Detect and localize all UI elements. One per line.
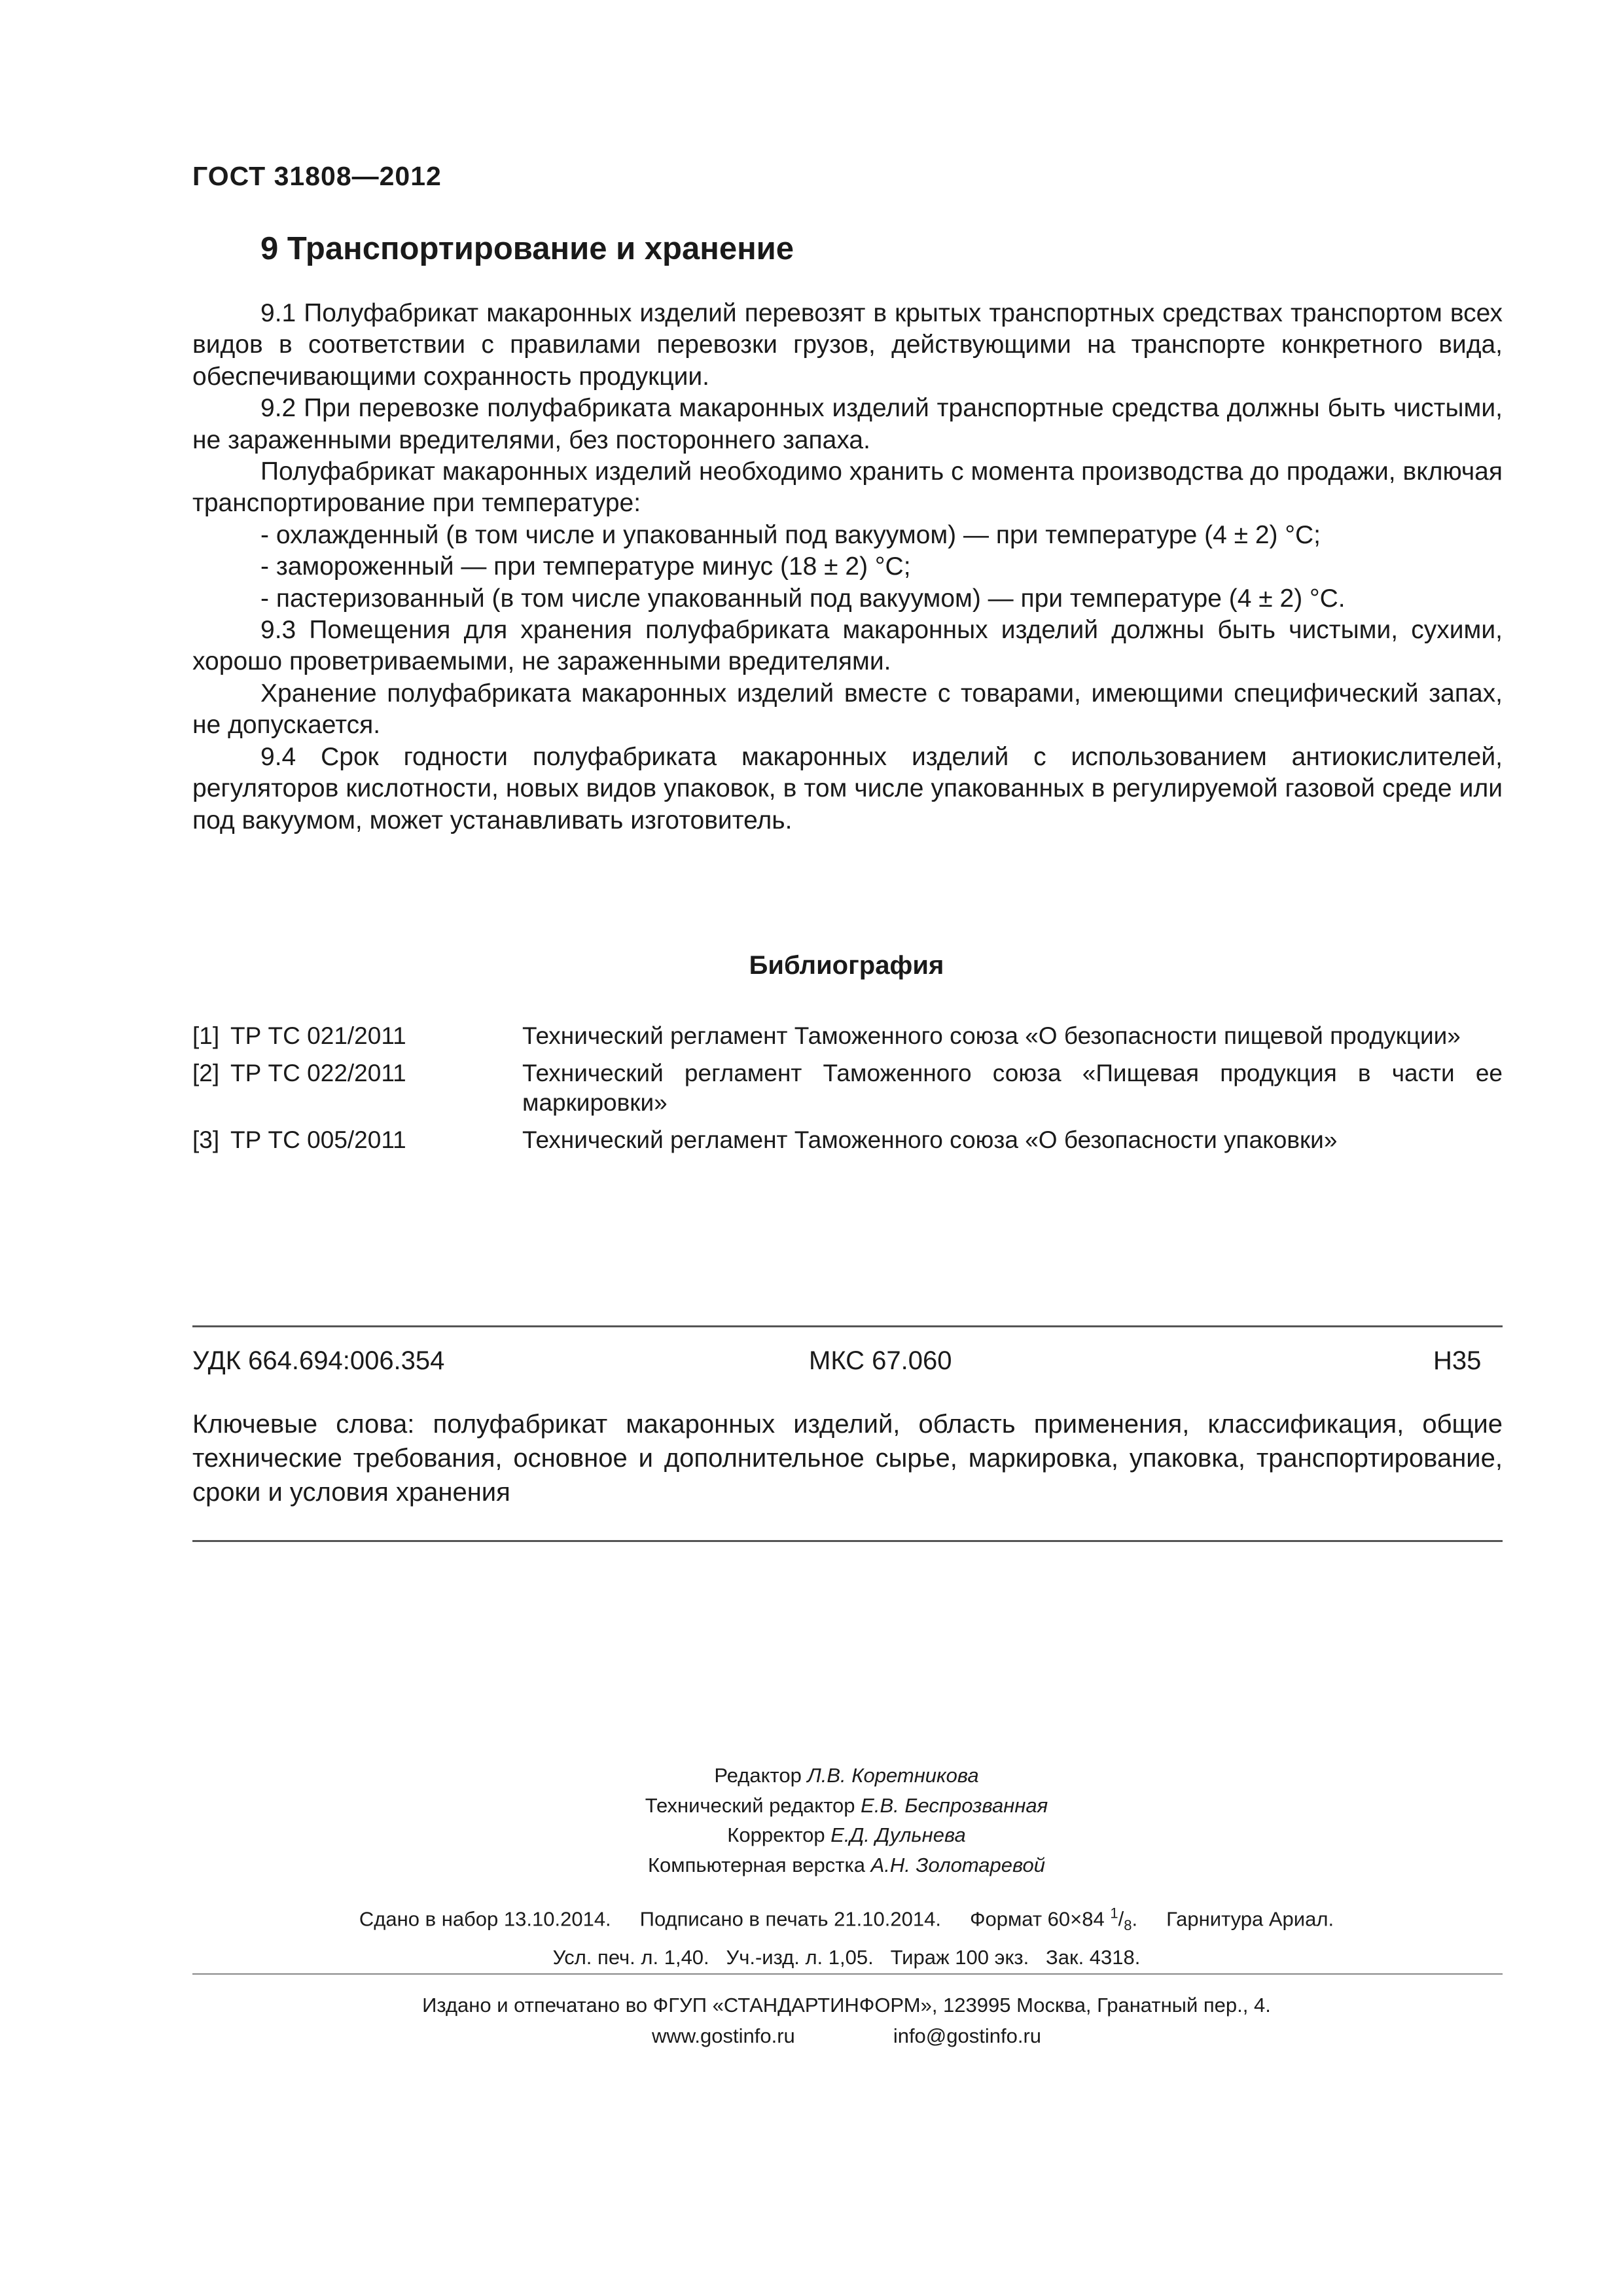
credit-name: А.Н. Золотаревой xyxy=(870,1853,1046,1876)
section-paragraph: - охлажденный (в том числе и упакованный под вакуумом) — при температуре (4 ± 2) °C; xyxy=(260,520,1321,549)
bibliography-entry-code: ТР ТС 005/2011 xyxy=(230,1126,406,1153)
credit-name: Л.В. Коретникова xyxy=(807,1764,979,1787)
typeface: Гарнитура Ариал. xyxy=(1166,1907,1334,1931)
section-paragraph: 9.3 Помещения для хранения полуфабриката макаронных изделий должны быть чистыми, сухими, хорошо проветриваемыми, не зараженными вредителями. xyxy=(192,616,1503,676)
order-number: Зак. 4318. xyxy=(1046,1945,1141,1969)
bibliography-entry-description: Технический регламент Таможенного союза «Пищевая продукция в части ее маркировки» xyxy=(522,1060,1503,1116)
section-paragraph: 9.4 Срок годности полуфабриката макаронных изделий с использованием антиокислителей, регуляторов кислотности, новых видов упаковок, в том числе упакованных в регулируемой газовой среде или под вакуумом, может устанавливать изготовитель. xyxy=(192,742,1503,834)
credit-line xyxy=(0,1791,1623,1821)
section-paragraph: - замороженный — при температуре минус (18 ± 2) °C; xyxy=(260,552,911,581)
section-paragraph: Полуфабрикат макаронных изделий необходимо хранить с момента производства до продажи, включая транспортирование при температуре: xyxy=(192,457,1503,518)
bibliography-entry xyxy=(192,1058,1503,1117)
standard-header: ГОСТ 31808—2012 xyxy=(192,161,442,191)
section-title: 9 Транспортирование и хранение xyxy=(260,231,794,266)
publisher-sheets: Уч.-изд. л. 1,05. xyxy=(726,1945,874,1969)
section-body xyxy=(192,298,1503,836)
bibliography-entry-number: [1] xyxy=(192,1022,220,1049)
bibliography-entry-code: ТР ТС 022/2011 xyxy=(230,1060,406,1086)
signed-date: Подписано в печать 21.10.2014. xyxy=(639,1907,941,1931)
bibliography-entry-description: Технический регламент Таможенного союза «О безопасности упаковки» xyxy=(522,1126,1338,1153)
section-paragraph: 9.1 Полуфабрикат макаронных изделий перевозят в крытых транспортных средствах транспортом всех видов в соответствии с правилами перевозки грузов, действующими на транспорте конкретного вида, обеспечивающими сохранность продукции. xyxy=(192,299,1503,391)
credit-line xyxy=(0,1850,1623,1880)
bibliography-entry-description: Технический регламент Таможенного союза «О безопасности пищевой продукции» xyxy=(522,1022,1461,1049)
credit-line xyxy=(0,1761,1623,1791)
udk-code: УДК 664.694:006.354 xyxy=(192,1346,445,1375)
section-paragraph: - пастеризованный (в том числе упакованный под вакуумом) — при температуре (4 ± 2) °C. xyxy=(260,584,1346,613)
bibliography-entry-code: ТР ТС 021/2011 xyxy=(230,1022,406,1049)
publisher-line: Издано и отпечатано во ФГУП «СТАНДАРТИНФОРМ», 123995 Москва, Гранатный пер., 4. xyxy=(422,1994,1271,2017)
print-run: Тираж 100 экз. xyxy=(890,1945,1029,1969)
bibliography-entry-number: [2] xyxy=(192,1060,220,1086)
publisher-contacts xyxy=(0,2020,1623,2051)
print-info xyxy=(0,1898,1623,1973)
credit-line xyxy=(0,1820,1623,1850)
format-fraction: $^1/_8$ xyxy=(1110,1905,1132,1934)
divider-bottom xyxy=(192,1540,1503,1542)
credit-name: Е.В. Беспрозванная xyxy=(861,1793,1048,1817)
credit-name: Е.Д. Дульнева xyxy=(830,1823,966,1846)
bibliography-title: Библиография xyxy=(749,951,944,980)
divider-publisher xyxy=(192,1973,1503,1975)
format: Формат 60×84 xyxy=(969,1907,1105,1931)
credit-role: Компьютерная верстка xyxy=(647,1853,865,1876)
bibliography-entry xyxy=(192,1125,1503,1155)
bibliography-list xyxy=(192,1021,1503,1162)
section-paragraph: Хранение полуфабриката макаронных изделий вместе с товарами, имеющими специфический запах, не допускается. xyxy=(192,679,1503,740)
publisher-website[interactable]: www.gostinfo.ru xyxy=(651,2024,795,2047)
print-info-line-2 xyxy=(0,1942,1623,1973)
credit-role: Редактор xyxy=(714,1764,802,1787)
bibliography-entry-number: [3] xyxy=(192,1126,220,1153)
divider-top xyxy=(192,1325,1503,1327)
credit-role: Корректор xyxy=(727,1823,825,1846)
mks-code: МКС 67.060 xyxy=(809,1346,952,1375)
category-code: Н35 xyxy=(1433,1346,1482,1375)
print-info-line-1: Сдано в набор 13.10.2014. Подписано в печать 21.10.2014. Формат 60×84 $^1/_8$. Гарнитура Ариал. xyxy=(359,1905,1334,1934)
publisher-block xyxy=(0,1990,1623,2051)
publisher-email[interactable]: info@gostinfo.ru xyxy=(893,2024,1042,2047)
section-paragraph: 9.2 При перевозке полуфабриката макаронных изделий транспортные средства должны быть чистыми, не зараженными вредителями, без постороннего запаха. xyxy=(192,394,1503,454)
submitted-date: Сдано в набор 13.10.2014. xyxy=(359,1907,611,1931)
credit-role: Технический редактор xyxy=(645,1793,855,1817)
printed-sheets: Усл. печ. л. 1,40. xyxy=(552,1945,709,1969)
keywords: Ключевые слова: полуфабрикат макаронных изделий, область применения, классификация, общие технические требования, основное и дополнительное сырье, маркировка, упаковка, транспортирование, сроки и условия хранения xyxy=(192,1410,1503,1507)
bibliography-entry xyxy=(192,1021,1503,1050)
credits-block xyxy=(0,1761,1623,1880)
